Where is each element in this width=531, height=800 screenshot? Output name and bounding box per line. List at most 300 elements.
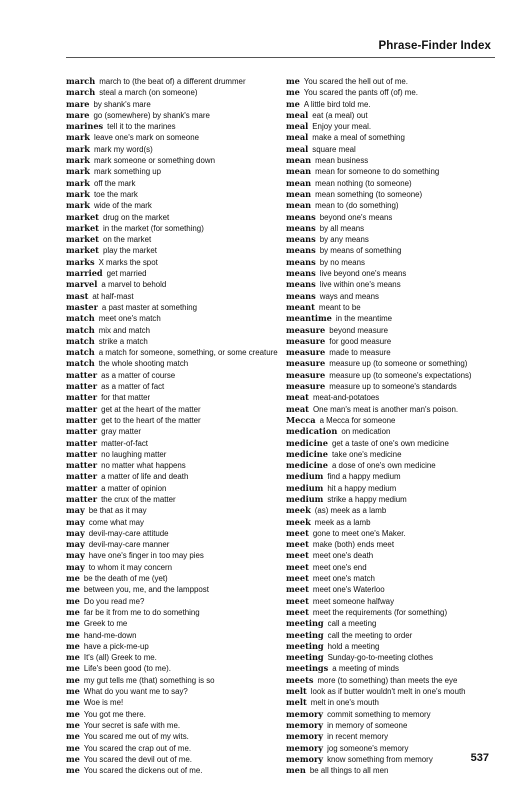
entry-keyword: meet: [286, 539, 309, 550]
index-entry: [66, 279, 284, 290]
entry-keyword: means: [286, 234, 316, 245]
entry-phrase: by no means: [319, 257, 365, 267]
entry-phrase: Your secret is safe with me.: [83, 720, 181, 730]
index-entry: [286, 731, 504, 742]
index-entry: [66, 291, 284, 302]
index-entry: [286, 438, 504, 449]
index-entry: [66, 302, 284, 313]
index-entry: [66, 483, 284, 494]
index-entry: [286, 494, 504, 505]
index-entry: [66, 562, 284, 573]
entry-keyword: mean: [286, 200, 312, 211]
entry-keyword: meat: [286, 403, 309, 414]
entry-phrase: mean nothing (to someone): [315, 178, 412, 188]
entry-keyword: medium: [286, 493, 324, 504]
entry-keyword: mark: [66, 166, 90, 177]
entry-keyword: mare: [66, 98, 90, 109]
index-entry: [286, 257, 504, 268]
entry-keyword: meet: [286, 561, 309, 572]
entry-phrase: beyond one's means: [319, 212, 393, 222]
entry-phrase: wide of the mark: [93, 201, 152, 211]
index-entry: [66, 494, 284, 505]
index-entry: [66, 234, 284, 245]
entry-phrase: far be it from me to do something: [83, 607, 200, 617]
entry-phrase: matter-of-fact: [101, 438, 148, 448]
entry-keyword: mark: [66, 155, 90, 166]
entry-phrase: meet one's match: [98, 314, 161, 324]
entry-keyword: mark: [66, 132, 90, 143]
entry-keyword: me: [66, 629, 80, 640]
entry-keyword: medium: [286, 471, 324, 482]
page-header: [0, 0, 531, 52]
entry-phrase: (as) meek as a lamb: [314, 506, 387, 516]
entry-keyword: me: [66, 606, 80, 617]
entry-phrase: gray matter: [101, 427, 141, 437]
entry-phrase: play the market: [102, 246, 157, 256]
index-entry: [286, 449, 504, 460]
index-entry: [66, 245, 284, 256]
entry-keyword: means: [286, 211, 316, 222]
entry-phrase: Woe is me!: [83, 698, 124, 708]
index-entry: [286, 505, 504, 516]
index-entry: [66, 381, 284, 392]
entry-keyword: meetings: [286, 663, 329, 674]
entry-phrase: mark something up: [93, 167, 162, 177]
entry-phrase: be that as it may: [88, 506, 147, 516]
entry-phrase: be all things to all men: [309, 766, 389, 776]
entry-phrase: a matter of opinion: [101, 483, 167, 493]
entry-keyword: medicine: [286, 437, 328, 448]
header-rule: [66, 57, 495, 58]
index-entry: [66, 121, 284, 132]
entry-phrase: get married: [106, 269, 147, 279]
index-entry: [66, 675, 284, 686]
entry-keyword: market: [66, 222, 99, 233]
entry-keyword: mean: [286, 155, 312, 166]
entry-phrase: You scared the hell out of me.: [303, 77, 408, 86]
entry-phrase: steal a march (on someone): [99, 88, 198, 98]
index-entry: [66, 200, 284, 211]
entry-keyword: measure: [286, 381, 326, 392]
entry-keyword: me: [66, 765, 80, 776]
entry-phrase: at half-mast: [92, 291, 134, 301]
entry-keyword: may: [66, 561, 85, 572]
entry-phrase: a matter of life and death: [101, 472, 189, 482]
entry-phrase: by any means: [319, 235, 369, 245]
index-entry: [66, 99, 284, 110]
index-entry: [66, 313, 284, 324]
entry-phrase: tell it to the marines: [107, 122, 176, 132]
index-entry: [286, 607, 504, 618]
entry-phrase: You scared me out of my wits.: [83, 732, 189, 742]
entry-keyword: memory: [286, 719, 324, 730]
entry-keyword: Mecca: [286, 414, 316, 425]
entry-keyword: matter: [66, 460, 98, 471]
entry-phrase: toe the mark: [93, 189, 138, 199]
index-entry: [286, 460, 504, 471]
entry-phrase: measure up (to someone or something): [329, 359, 468, 369]
index-entry: [66, 471, 284, 482]
entry-phrase: no laughing matter: [101, 449, 167, 459]
entry-keyword: memory: [286, 731, 324, 742]
entry-phrase: meant to be: [318, 302, 361, 312]
entry-keyword: me: [66, 719, 80, 730]
entry-phrase: march to (the beat of) a different drummer: [99, 77, 246, 86]
entry-keyword: me: [286, 87, 300, 98]
index-entry: [286, 200, 504, 211]
entry-phrase: melt in one's mouth: [310, 698, 379, 708]
entry-keyword: me: [66, 584, 80, 595]
entry-keyword: me: [66, 753, 80, 764]
index-entry: [286, 279, 504, 290]
entry-keyword: marines: [66, 121, 104, 132]
index-entry: [286, 155, 504, 166]
entry-keyword: me: [286, 76, 300, 86]
entry-keyword: me: [66, 731, 80, 742]
entry-phrase: mix and match: [98, 325, 151, 335]
entry-phrase: meet the requirements (for something): [312, 607, 448, 617]
entry-phrase: the crux of the matter: [101, 494, 176, 504]
index-entry: [66, 731, 284, 742]
index-entry: [66, 336, 284, 347]
index-entry: [66, 618, 284, 629]
index-entry: [66, 528, 284, 539]
entry-phrase: by all means: [319, 223, 365, 233]
entry-keyword: measure: [286, 347, 326, 358]
entry-keyword: me: [66, 686, 80, 697]
entry-phrase: meek as a lamb: [314, 517, 371, 527]
entry-keyword: matter: [66, 381, 98, 392]
index-entry: [286, 110, 504, 121]
entry-keyword: memory: [286, 708, 324, 719]
entry-keyword: measure: [286, 335, 326, 346]
entry-keyword: measure: [286, 324, 326, 335]
index-entry: [286, 528, 504, 539]
entry-keyword: me: [66, 663, 80, 674]
index-entry: [286, 652, 504, 663]
entry-keyword: memory: [286, 742, 324, 753]
index-entry: [286, 675, 504, 686]
index-entry: [66, 449, 284, 460]
entry-phrase: as a matter of course: [101, 370, 176, 380]
entry-phrase: find a happy medium: [327, 472, 401, 482]
entry-phrase: Enjoy your meal.: [312, 122, 372, 132]
index-entry: [286, 596, 504, 607]
entry-keyword: may: [66, 505, 85, 516]
index-entry: [286, 618, 504, 629]
entry-keyword: meal: [286, 143, 309, 154]
entry-keyword: medium: [286, 482, 324, 493]
entry-phrase: call the meeting to order: [327, 630, 413, 640]
index-entry: [66, 663, 284, 674]
entry-phrase: X marks the spot: [98, 257, 158, 267]
entry-keyword: march: [66, 87, 96, 98]
index-entry: [66, 268, 284, 279]
entry-keyword: meets: [286, 674, 314, 685]
entry-keyword: match: [66, 335, 95, 346]
entry-keyword: means: [286, 245, 316, 256]
entry-phrase: in memory of someone: [327, 720, 408, 730]
index-entry: [286, 471, 504, 482]
index-entry: [286, 212, 504, 223]
index-entry: [286, 686, 504, 697]
entry-keyword: medicine: [286, 460, 328, 471]
entry-phrase: strike a happy medium: [327, 494, 407, 504]
entry-phrase: It's (all) Greek to me.: [83, 653, 157, 663]
index-entry: [286, 223, 504, 234]
entry-phrase: Life's been good (to me).: [83, 664, 171, 674]
index-entry: [66, 765, 284, 776]
entry-keyword: may: [66, 539, 85, 550]
entry-phrase: by shank's mare: [93, 99, 151, 109]
entry-phrase: Greek to me: [83, 619, 128, 629]
entry-keyword: meal: [286, 121, 309, 132]
entry-keyword: me: [66, 618, 80, 629]
entry-keyword: measure: [286, 358, 326, 369]
entry-keyword: matter: [66, 482, 98, 493]
entry-phrase: ways and means: [319, 291, 379, 301]
index-entry: [66, 550, 284, 561]
entry-keyword: means: [286, 222, 316, 233]
entry-phrase: jog someone's memory: [327, 743, 409, 753]
entry-keyword: match: [66, 324, 95, 335]
entry-phrase: call a meeting: [327, 619, 377, 629]
entry-phrase: for good measure: [329, 336, 392, 346]
entry-keyword: men: [286, 765, 306, 776]
index-entry: [66, 370, 284, 381]
index-entry: [286, 178, 504, 189]
index-entry: [286, 358, 504, 369]
entry-keyword: mean: [286, 177, 312, 188]
entry-phrase: meet one's end: [312, 562, 367, 572]
entry-phrase: devil-may-care manner: [88, 540, 170, 550]
entry-keyword: married: [66, 268, 103, 279]
index-entry: [286, 415, 504, 426]
index-entry: [66, 212, 284, 223]
index-entry: [286, 663, 504, 674]
entry-phrase: What do you want me to say?: [83, 687, 188, 697]
entry-phrase: a marvel to behold: [101, 280, 167, 290]
entry-keyword: matter: [66, 448, 98, 459]
entry-keyword: me: [66, 697, 80, 708]
index-entry: [66, 743, 284, 754]
entry-phrase: a dose of one's own medicine: [331, 461, 436, 471]
entry-phrase: by means of something: [319, 246, 402, 256]
entry-phrase: commit something to memory: [327, 709, 431, 719]
entry-keyword: matter: [66, 392, 98, 403]
index-entry: [286, 370, 504, 381]
entry-phrase: to whom it may concern: [88, 562, 173, 572]
entry-keyword: meet: [286, 550, 309, 561]
entry-keyword: me: [66, 640, 80, 651]
entry-phrase: A little bird told me.: [303, 99, 371, 109]
entry-phrase: meat-and-potatoes: [312, 393, 380, 403]
index-entry: [286, 144, 504, 155]
entry-keyword: measure: [286, 369, 326, 380]
entry-phrase: have a pick-me-up: [83, 641, 149, 651]
index-entry: [286, 630, 504, 641]
entry-phrase: hit a happy medium: [327, 483, 397, 493]
entry-keyword: meeting: [286, 640, 324, 651]
entry-phrase: off the mark: [93, 178, 136, 188]
index-entry: [66, 505, 284, 516]
index-entry: [286, 550, 504, 561]
index-entry: [66, 438, 284, 449]
entry-phrase: on medication: [341, 427, 391, 437]
entry-phrase: for that matter: [101, 393, 151, 403]
page-number: 537: [470, 752, 489, 764]
entry-keyword: mast: [66, 290, 89, 301]
entry-keyword: meal: [286, 132, 309, 143]
entry-keyword: meet: [286, 527, 309, 538]
entry-keyword: mean: [286, 166, 312, 177]
index-entry: [286, 166, 504, 177]
entry-phrase: take one's medicine: [331, 449, 402, 459]
running-head-title: Phrase-Finder Index: [378, 40, 491, 52]
entry-phrase: strike a match: [98, 336, 148, 346]
entry-keyword: meant: [286, 301, 315, 312]
index-entry: [286, 539, 504, 550]
entry-keyword: meeting: [286, 652, 324, 663]
index-entry: [286, 709, 504, 720]
entry-phrase: mean to (do something): [315, 201, 399, 211]
entry-keyword: meek: [286, 505, 311, 516]
entry-keyword: may: [66, 527, 85, 538]
entry-phrase: in the meantime: [335, 314, 393, 324]
entry-keyword: matter: [66, 471, 98, 482]
entry-phrase: my gut tells me (that) something is so: [83, 675, 215, 685]
index-entry: [66, 584, 284, 595]
entry-keyword: match: [66, 347, 95, 358]
entry-phrase: on the market: [102, 235, 152, 245]
index-entry: [66, 754, 284, 765]
entry-keyword: means: [286, 290, 316, 301]
entry-keyword: melt: [286, 686, 307, 697]
entry-keyword: meet: [286, 573, 309, 584]
index-entry: [286, 313, 504, 324]
index-entry: [66, 596, 284, 607]
entry-phrase: leave one's mark on someone: [93, 133, 199, 143]
index-entry: [286, 392, 504, 403]
entry-phrase: a meeting of minds: [332, 664, 399, 674]
entry-phrase: live within one's means: [319, 280, 401, 290]
index-entry: [66, 697, 284, 708]
entry-keyword: mean: [286, 188, 312, 199]
entry-keyword: meat: [286, 392, 309, 403]
entry-keyword: mare: [66, 109, 90, 120]
entry-keyword: may: [66, 516, 85, 527]
index-entry: [66, 166, 284, 177]
entry-keyword: may: [66, 550, 85, 561]
index-entry: [286, 245, 504, 256]
entry-phrase: mark my word(s): [93, 144, 153, 154]
entry-keyword: meet: [286, 584, 309, 595]
index-entry: [66, 404, 284, 415]
entry-keyword: meet: [286, 606, 309, 617]
entry-phrase: have one's finger in too may pies: [88, 551, 204, 561]
index-entry: [286, 562, 504, 573]
index-entry: [66, 573, 284, 584]
entry-keyword: market: [66, 211, 99, 222]
index-entry: [286, 347, 504, 358]
index-entry: [66, 392, 284, 403]
entry-phrase: You scared the dickens out of me.: [83, 766, 203, 776]
entry-phrase: come what may: [88, 517, 144, 527]
entry-keyword: meek: [286, 516, 311, 527]
entry-phrase: no matter what happens: [101, 461, 186, 471]
index-entry: [66, 347, 284, 358]
entry-keyword: means: [286, 256, 316, 267]
entry-keyword: me: [66, 674, 80, 685]
entry-keyword: means: [286, 268, 316, 279]
index-column-left: [66, 76, 284, 776]
entry-keyword: mark: [66, 143, 90, 154]
entry-phrase: measure up (to someone's expectations): [329, 370, 472, 380]
index-entry: [286, 336, 504, 347]
entry-phrase: a match for someone, something, or some creature: [98, 348, 278, 358]
index-entry: [66, 415, 284, 426]
index-entry: [66, 325, 284, 336]
entry-phrase: mean business: [315, 156, 369, 166]
entry-keyword: me: [286, 98, 300, 109]
entry-keyword: matter: [66, 493, 98, 504]
index-entry: [286, 325, 504, 336]
entry-keyword: matter: [66, 414, 98, 425]
index-entry: [66, 257, 284, 268]
index-entry: [66, 652, 284, 663]
index-entry: [66, 178, 284, 189]
entry-phrase: meet someone halfway: [312, 596, 395, 606]
entry-keyword: me: [66, 708, 80, 719]
entry-phrase: mean for someone to do something: [315, 167, 440, 177]
entry-keyword: master: [66, 301, 98, 312]
index-entry: [286, 584, 504, 595]
index-entry: [286, 291, 504, 302]
entry-phrase: as a matter of fact: [101, 382, 165, 392]
entry-keyword: me: [66, 742, 80, 753]
index-entry: [286, 189, 504, 200]
entry-phrase: square meal: [312, 144, 356, 154]
entry-phrase: make (both) ends meet: [312, 540, 395, 550]
entry-keyword: meeting: [286, 629, 324, 640]
entry-keyword: marvel: [66, 279, 98, 290]
entry-phrase: a Mecca for someone: [319, 415, 396, 425]
entry-keyword: meeting: [286, 618, 324, 629]
entry-phrase: beyond measure: [329, 325, 389, 335]
entry-keyword: medication: [286, 426, 338, 437]
entry-keyword: meet: [286, 595, 309, 606]
index-entry: [286, 641, 504, 652]
index-entry: [286, 99, 504, 110]
index-entry: [286, 483, 504, 494]
entry-keyword: melt: [286, 697, 307, 708]
entry-keyword: memory: [286, 753, 324, 764]
entry-phrase: One man's meat is another man's poison.: [312, 404, 459, 414]
index-entry: [286, 381, 504, 392]
entry-keyword: match: [66, 313, 95, 324]
entry-phrase: hold a meeting: [327, 641, 380, 651]
entry-phrase: a past master at something: [101, 302, 198, 312]
entry-phrase: drug on the market: [102, 212, 170, 222]
entry-phrase: Sunday-go-to-meeting clothes: [327, 653, 433, 663]
index-entry: [66, 607, 284, 618]
entry-phrase: Do you read me?: [83, 596, 145, 606]
index-entry: [286, 697, 504, 708]
entry-keyword: market: [66, 245, 99, 256]
index-entry: [286, 426, 504, 437]
entry-phrase: meet one's death: [312, 551, 374, 561]
entry-phrase: mark someone or something down: [93, 156, 216, 166]
